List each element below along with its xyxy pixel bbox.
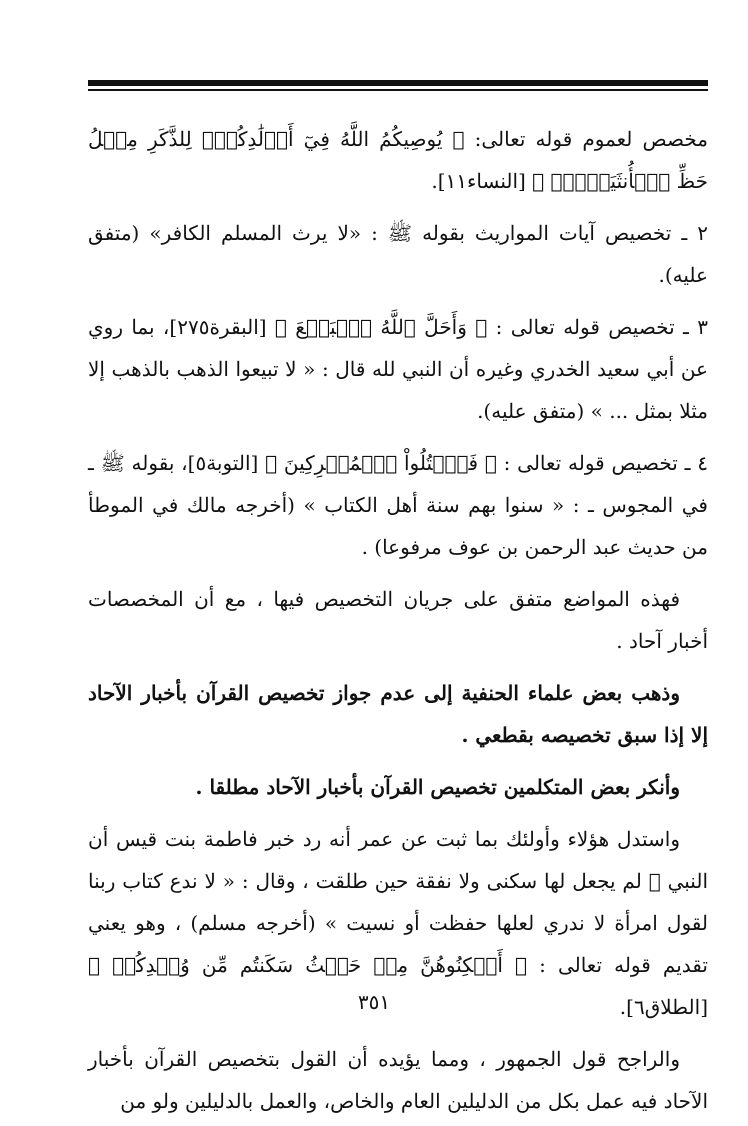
header-rule-thin bbox=[88, 89, 708, 91]
paragraph-item-3: ٣ ـ تخصيص قوله تعالى : ﴿ وَأَحَلَّ ٱللَّهُ ٱلۡبَيۡعَ ﴾ [البقرة٢٧٥]، بما روي عن أبي سعيد الخدري وغيره أن النبي لله قال : « لا تبيعوا الذهب بالذهب إلا مثلا بمثل ... » (متفق عليه). bbox=[88, 315, 708, 423]
paragraph-hanafi-view: وذهب بعض علماء الحنفية إلى عدم جواز تخصيص القرآن بأخبار الآحاد إلا إذا سبق تخصيصه بقطعي . bbox=[88, 681, 708, 747]
paragraph-agreement: فهذه المواضع متفق على جريان التخصيص فيها ، مع أن المخصصات أخبار آحاد . bbox=[88, 587, 708, 653]
paragraph-evidence: واستدل هؤلاء وأولئك بما ثبت عن عمر أنه رد خبر فاطمة بنت قيس أن النبي ﷺ لم يجعل لها سكنى ولا نفقة حين طلقت ، وقال : « لا ندع كتاب ربنا لقول امرأة لا ندري لعلها حفظت أو نسيت » (أخرجه مسلم) ، وهو يعني تقديم قوله تعالى : ﴿ أَسۡكِنُوهُنَّ مِنۡ حَيۡثُ سَكَنتُم مِّن وُجۡدِكُمۡ ﴾ [الطلاق٦]. bbox=[88, 827, 708, 1019]
page-number: ٣٥١ bbox=[357, 990, 391, 1014]
page-body bbox=[88, 118, 708, 1126]
paragraph-mutakallimin-view: وأنكر بعض المتكلمين تخصيص القرآن بأخبار الآحاد مطلقا . bbox=[195, 775, 680, 799]
paragraph-item-4: ٤ ـ تخصيص قوله تعالى : ﴿ فَٱقۡتُلُواْ ٱلۡمُشۡرِكِينَ ﴾ [التوبة٥]، بقوله ﷺ ـ في المجوس ـ : « سنوا بهم سنة أهل الكتاب » (أخرجه مالك في الموطأ من حديث عبد الرحمن بن عوف مرفوعا) . bbox=[88, 451, 708, 559]
header-rule-thick bbox=[88, 80, 708, 86]
paragraph-item-2: ٢ ـ تخصيص آيات المواريث بقوله ﷺ : «لا يرث المسلم الكافر» (متفق عليه). bbox=[88, 221, 708, 287]
paragraph-inheritance-verse: مخصص لعموم قوله تعالى: ﴿ يُوصِيكُمُ اللَّهُ فِيٓ أَوۡلَٰدِكُمۡۖ لِلذَّكَرِ مِثۡلُ حَظِّ ٱلۡأُنثَيَيۡنِۚ ﴾ [النساء١١]. bbox=[88, 127, 708, 193]
paragraph-preferred-view: والراجح قول الجمهور ، ومما يؤيده أن القول بتخصيص القرآن بأخبار الآحاد فيه عمل بكل من الدليلين العام والخاص، والعمل بالدليلين ولو من bbox=[88, 1047, 708, 1113]
